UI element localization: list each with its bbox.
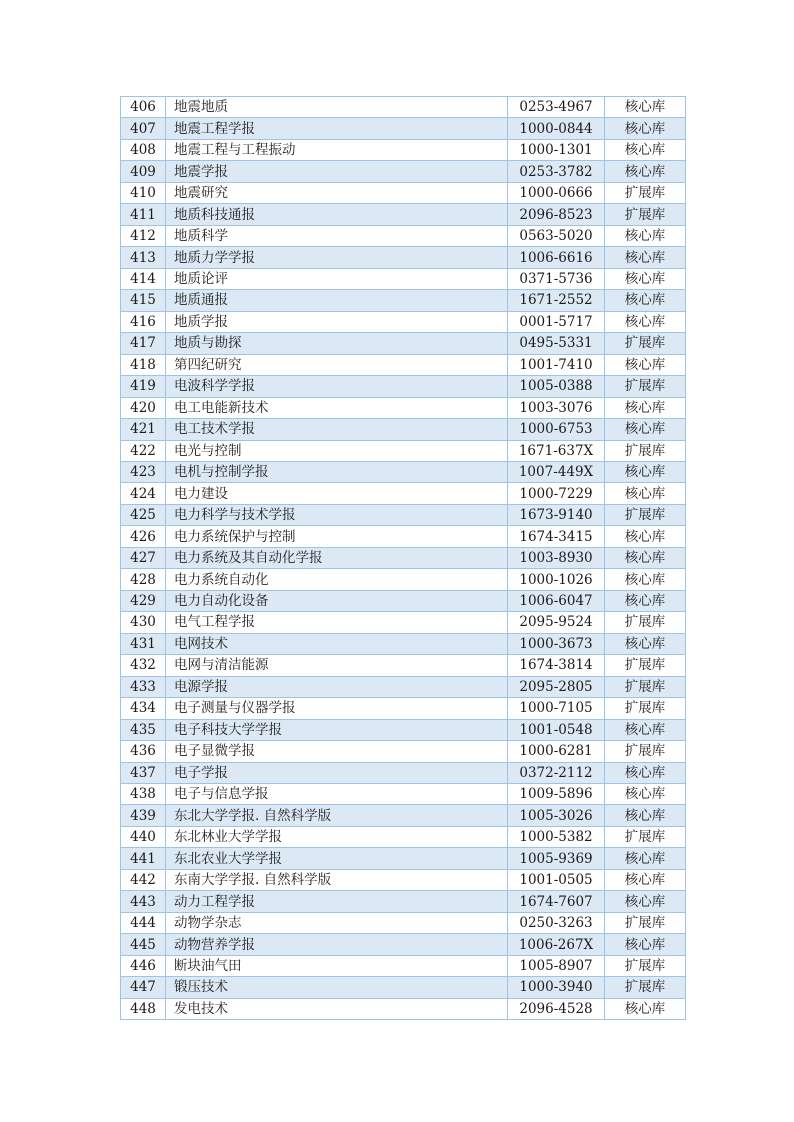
table-row: [121, 354, 686, 375]
journal-name: 电波科学学报: [166, 376, 508, 397]
issn: 1000-3673: [508, 633, 605, 654]
row-index: 410: [121, 182, 166, 203]
table-row: [121, 676, 686, 697]
journal-name: 电工技术学报: [166, 419, 508, 440]
table-row: [121, 912, 686, 933]
library-category: 核心库: [605, 161, 686, 182]
row-index: 412: [121, 225, 166, 246]
table-row: [121, 955, 686, 976]
issn: 2095-2805: [508, 676, 605, 697]
journal-name: 地震工程学报: [166, 118, 508, 139]
table-row: [121, 161, 686, 182]
journal-name: 发电技术: [166, 998, 508, 1019]
library-category: 扩展库: [605, 977, 686, 998]
row-index: 447: [121, 977, 166, 998]
row-index: 432: [121, 655, 166, 676]
library-category: 核心库: [605, 397, 686, 418]
journal-name: 电子显微学报: [166, 741, 508, 762]
table-row: [121, 805, 686, 826]
table-row: [121, 869, 686, 890]
row-index: 443: [121, 891, 166, 912]
table-row: [121, 741, 686, 762]
row-index: 420: [121, 397, 166, 418]
journal-name: 电力系统及其自动化学报: [166, 547, 508, 568]
library-category: 扩展库: [605, 504, 686, 525]
table-row: [121, 977, 686, 998]
library-category: 核心库: [605, 998, 686, 1019]
journal-name: 电网技术: [166, 633, 508, 654]
table-row: [121, 461, 686, 482]
table-row: [121, 698, 686, 719]
journal-name: 电光与控制: [166, 440, 508, 461]
table-row: [121, 547, 686, 568]
issn: 2096-4528: [508, 998, 605, 1019]
journal-name: 东南大学学报. 自然科学版: [166, 869, 508, 890]
issn: 2096-8523: [508, 204, 605, 225]
row-index: 437: [121, 762, 166, 783]
library-category: 核心库: [605, 419, 686, 440]
library-category: 核心库: [605, 139, 686, 160]
journal-name: 电气工程学报: [166, 612, 508, 633]
table-row: [121, 290, 686, 311]
journal-name: 地质科学: [166, 225, 508, 246]
issn: 1000-1301: [508, 139, 605, 160]
row-index: 413: [121, 247, 166, 268]
table-row: [121, 762, 686, 783]
table-row: [121, 97, 686, 118]
library-category: 核心库: [605, 97, 686, 118]
issn: 1009-5896: [508, 784, 605, 805]
row-index: 436: [121, 741, 166, 762]
table-row: [121, 333, 686, 354]
table-row: [121, 483, 686, 504]
journal-name: 电力建设: [166, 483, 508, 504]
journal-name: 地震研究: [166, 182, 508, 203]
issn: 0250-3263: [508, 912, 605, 933]
table-row: [121, 655, 686, 676]
row-index: 444: [121, 912, 166, 933]
row-index: 445: [121, 934, 166, 955]
journal-name: 动物营养学报: [166, 934, 508, 955]
issn: 1000-6753: [508, 419, 605, 440]
row-index: 419: [121, 376, 166, 397]
row-index: 435: [121, 719, 166, 740]
issn: 0371-5736: [508, 268, 605, 289]
row-index: 441: [121, 848, 166, 869]
library-category: 扩展库: [605, 741, 686, 762]
table-row: [121, 440, 686, 461]
issn: 1674-7607: [508, 891, 605, 912]
row-index: 421: [121, 419, 166, 440]
row-index: 411: [121, 204, 166, 225]
journal-name: 地质学报: [166, 311, 508, 332]
issn: 0563-5020: [508, 225, 605, 246]
library-category: 核心库: [605, 354, 686, 375]
journal-name: 电源学报: [166, 676, 508, 697]
issn: 1671-637X: [508, 440, 605, 461]
journal-name: 地质力学学报: [166, 247, 508, 268]
journal-name: 电子与信息学报: [166, 784, 508, 805]
journal-name: 电力科学与技术学报: [166, 504, 508, 525]
issn: 1000-0844: [508, 118, 605, 139]
journal-name: 电子科技大学学报: [166, 719, 508, 740]
table-row: [121, 998, 686, 1019]
journal-name: 地震地质: [166, 97, 508, 118]
row-index: 409: [121, 161, 166, 182]
journal-name: 东北农业大学学报: [166, 848, 508, 869]
library-category: 核心库: [605, 247, 686, 268]
row-index: 407: [121, 118, 166, 139]
journal-name: 地质科技通报: [166, 204, 508, 225]
library-category: 扩展库: [605, 376, 686, 397]
issn: 1001-0505: [508, 869, 605, 890]
issn: 1000-7105: [508, 698, 605, 719]
issn: 1005-9369: [508, 848, 605, 869]
library-category: 扩展库: [605, 440, 686, 461]
issn: 1000-5382: [508, 826, 605, 847]
row-index: 438: [121, 784, 166, 805]
table-row: [121, 139, 686, 160]
row-index: 440: [121, 826, 166, 847]
row-index: 428: [121, 569, 166, 590]
library-category: 核心库: [605, 590, 686, 611]
row-index: 439: [121, 805, 166, 826]
library-category: 核心库: [605, 891, 686, 912]
library-category: 核心库: [605, 268, 686, 289]
table-row: [121, 419, 686, 440]
library-category: 核心库: [605, 483, 686, 504]
issn: 1005-3026: [508, 805, 605, 826]
library-category: 扩展库: [605, 912, 686, 933]
issn: 0253-4967: [508, 97, 605, 118]
library-category: 核心库: [605, 633, 686, 654]
journal-name: 电力系统自动化: [166, 569, 508, 590]
table-row: [121, 826, 686, 847]
library-category: 核心库: [605, 569, 686, 590]
row-index: 408: [121, 139, 166, 160]
issn: 1000-6281: [508, 741, 605, 762]
issn: 1006-6616: [508, 247, 605, 268]
journal-name: 动力工程学报: [166, 891, 508, 912]
row-index: 406: [121, 97, 166, 118]
table-row: [121, 311, 686, 332]
issn: 1007-449X: [508, 461, 605, 482]
issn: 1006-6047: [508, 590, 605, 611]
table-row: [121, 569, 686, 590]
table-row: [121, 118, 686, 139]
row-index: 431: [121, 633, 166, 654]
table-row: [121, 376, 686, 397]
library-category: 核心库: [605, 461, 686, 482]
row-index: 415: [121, 290, 166, 311]
library-category: 扩展库: [605, 955, 686, 976]
journal-name: 电子学报: [166, 762, 508, 783]
table-row: [121, 225, 686, 246]
issn: 1673-9140: [508, 504, 605, 525]
journal-name: 地质论评: [166, 268, 508, 289]
row-index: 442: [121, 869, 166, 890]
library-category: 核心库: [605, 934, 686, 955]
issn: 1006-267X: [508, 934, 605, 955]
row-index: 424: [121, 483, 166, 504]
journal-name: 东北大学学报. 自然科学版: [166, 805, 508, 826]
journal-name: 地质通报: [166, 290, 508, 311]
row-index: 426: [121, 526, 166, 547]
table-row: [121, 504, 686, 525]
row-index: 417: [121, 333, 166, 354]
row-index: 433: [121, 676, 166, 697]
issn: 1000-1026: [508, 569, 605, 590]
row-index: 416: [121, 311, 166, 332]
library-category: 核心库: [605, 547, 686, 568]
issn: 1005-8907: [508, 955, 605, 976]
table-row: [121, 182, 686, 203]
issn: 1000-3940: [508, 977, 605, 998]
issn: 1000-0666: [508, 182, 605, 203]
library-category: 扩展库: [605, 676, 686, 697]
issn: 1003-3076: [508, 397, 605, 418]
row-index: 430: [121, 612, 166, 633]
issn: 0253-3782: [508, 161, 605, 182]
row-index: 422: [121, 440, 166, 461]
library-category: 扩展库: [605, 204, 686, 225]
journal-name: 电工电能新技术: [166, 397, 508, 418]
library-category: 扩展库: [605, 698, 686, 719]
journal-name: 第四纪研究: [166, 354, 508, 375]
journal-name: 电子测量与仪器学报: [166, 698, 508, 719]
row-index: 448: [121, 998, 166, 1019]
table-row: [121, 204, 686, 225]
table-body: [121, 97, 686, 1020]
row-index: 414: [121, 268, 166, 289]
library-category: 核心库: [605, 526, 686, 547]
journal-name: 地震工程与工程振动: [166, 139, 508, 160]
issn: 1674-3814: [508, 655, 605, 676]
table-row: [121, 268, 686, 289]
journal-name: 断块油气田: [166, 955, 508, 976]
journal-name: 电力系统保护与控制: [166, 526, 508, 547]
library-category: 核心库: [605, 848, 686, 869]
issn: 0372-2112: [508, 762, 605, 783]
journal-name: 电力自动化设备: [166, 590, 508, 611]
library-category: 核心库: [605, 225, 686, 246]
library-category: 扩展库: [605, 182, 686, 203]
library-category: 核心库: [605, 118, 686, 139]
library-category: 核心库: [605, 762, 686, 783]
row-index: 434: [121, 698, 166, 719]
table-row: [121, 247, 686, 268]
issn: 1671-2552: [508, 290, 605, 311]
journal-name: 地质与勘探: [166, 333, 508, 354]
table-row: [121, 891, 686, 912]
table-row: [121, 590, 686, 611]
issn: 1001-7410: [508, 354, 605, 375]
journal-name: 地震学报: [166, 161, 508, 182]
issn: 1001-0548: [508, 719, 605, 740]
issn: 1674-3415: [508, 526, 605, 547]
journal-name: 电网与清洁能源: [166, 655, 508, 676]
library-category: 扩展库: [605, 612, 686, 633]
table-row: [121, 612, 686, 633]
row-index: 429: [121, 590, 166, 611]
library-category: 扩展库: [605, 333, 686, 354]
table-row: [121, 526, 686, 547]
library-category: 核心库: [605, 311, 686, 332]
library-category: 核心库: [605, 290, 686, 311]
journal-name: 电机与控制学报: [166, 461, 508, 482]
issn: 1005-0388: [508, 376, 605, 397]
table-row: [121, 934, 686, 955]
table-row: [121, 784, 686, 805]
library-category: 核心库: [605, 869, 686, 890]
row-index: 423: [121, 461, 166, 482]
library-category: 扩展库: [605, 826, 686, 847]
journal-name: 锻压技术: [166, 977, 508, 998]
issn: 1003-8930: [508, 547, 605, 568]
row-index: 425: [121, 504, 166, 525]
journal-table: [120, 96, 686, 1020]
library-category: 核心库: [605, 719, 686, 740]
library-category: 扩展库: [605, 655, 686, 676]
row-index: 427: [121, 547, 166, 568]
issn: 1000-7229: [508, 483, 605, 504]
issn: 0001-5717: [508, 311, 605, 332]
issn: 0495-5331: [508, 333, 605, 354]
issn: 2095-9524: [508, 612, 605, 633]
table-row: [121, 848, 686, 869]
library-category: 核心库: [605, 805, 686, 826]
table-row: [121, 719, 686, 740]
row-index: 446: [121, 955, 166, 976]
journal-name: 东北林业大学学报: [166, 826, 508, 847]
table-row: [121, 633, 686, 654]
row-index: 418: [121, 354, 166, 375]
library-category: 核心库: [605, 784, 686, 805]
table-row: [121, 397, 686, 418]
journal-name: 动物学杂志: [166, 912, 508, 933]
